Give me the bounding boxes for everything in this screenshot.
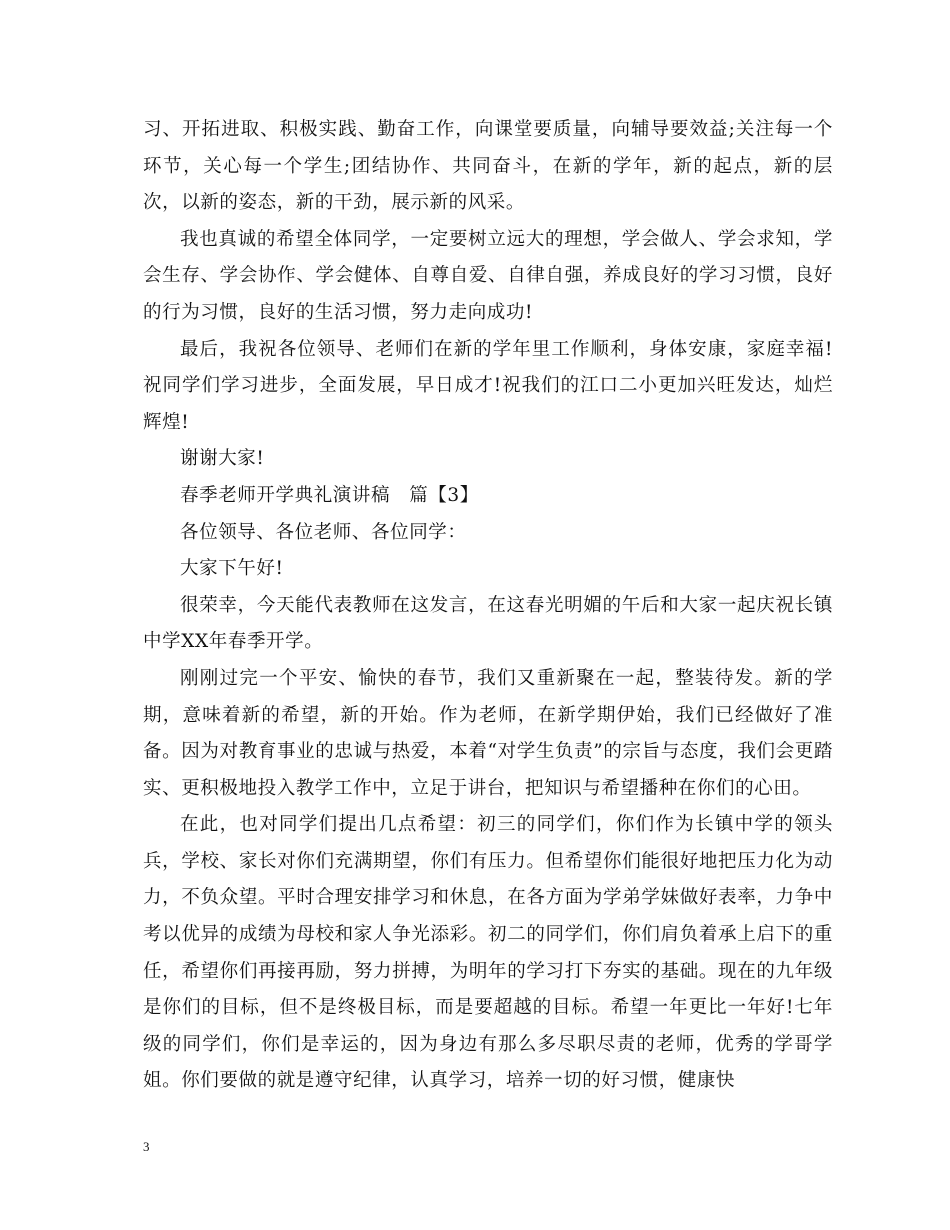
page-number: 3	[143, 1139, 150, 1154]
salutation: 各位领导、各位老师、各位同学：	[180, 521, 467, 543]
paragraph-1: 习、开拓进取、积极实践、勤奋工作，向课堂要质量，向辅导要效益;关注每一个环节，关心每一个学生;团结协作、共同奋斗，在新的学年，新的起点，新的层次，以新的姿态，新的干劲，展示新的风采。	[143, 119, 833, 214]
greeting: 大家下午好!	[180, 558, 284, 580]
paragraph-8: 很荣幸，今天能代表教师在这发言，在这春光明媚的午后和大家一起庆祝长镇中学XX年春季开学。	[143, 594, 833, 653]
paragraph-10: 在此，也对同学们提出几点希望：初三的同学们，你们作为长镇中学的领头兵，学校、家长对你们充满期望，你们有压力。但希望你们能很好地把压力化为动力，不负众望。平时合理安排学习和休息，在各方面为学弟学妹做好表率，力争中考以优异的成绩为母校和家人争光添彩。初二的同学们，你们肩负着承上启下的重任，希望你们再接再励，努力拼搏，为明年的学习打下夯实的基础。现在的九年级是你们的目标，但不是终极目标，而是要超越的目标。希望一年更比一年好!七年级的同学们，你们是幸运的，因为身边有那么多尽职尽责的老师，优秀的学哥学姐。你们要做的就是遵守纪律，认真学习，培养一切的好习惯，健康快	[143, 814, 833, 1092]
body-text	[143, 112, 833, 1100]
section-heading: 春季老师开学典礼演讲稿 篇【3】	[180, 484, 479, 506]
paragraph-9: 刚刚过完一个平安、愉快的春节，我们又重新聚在一起，整装待发。新的学期，意味着新的希望，新的开始。作为老师，在新学期伊始，我们已经做好了准备。因为对教育事业的忠诚与热爱，本着“对学生负责”的宗旨与态度，我们会更踏实、更积极地投入教学工作中，立足于讲台，把知识与希望播种在你们的心田。	[143, 667, 833, 799]
paragraph-2: 我也真诚的希望全体同学，一定要树立远大的理想，学会做人、学会求知，学会生存、学会协作、学会健体、自尊自爱、自律自强，养成良好的学习习惯，良好的行为习惯，良好的生活习惯，努力走向成功!	[143, 228, 833, 323]
paragraph-3: 最后，我祝各位领导、老师们在新的学年里工作顺利，身体安康，家庭幸福!祝同学们学习进步，全面发展，早日成才!祝我们的江口二小更加兴旺发达，灿烂辉煌!	[143, 338, 833, 433]
paragraph-4: 谢谢大家!	[180, 448, 265, 470]
